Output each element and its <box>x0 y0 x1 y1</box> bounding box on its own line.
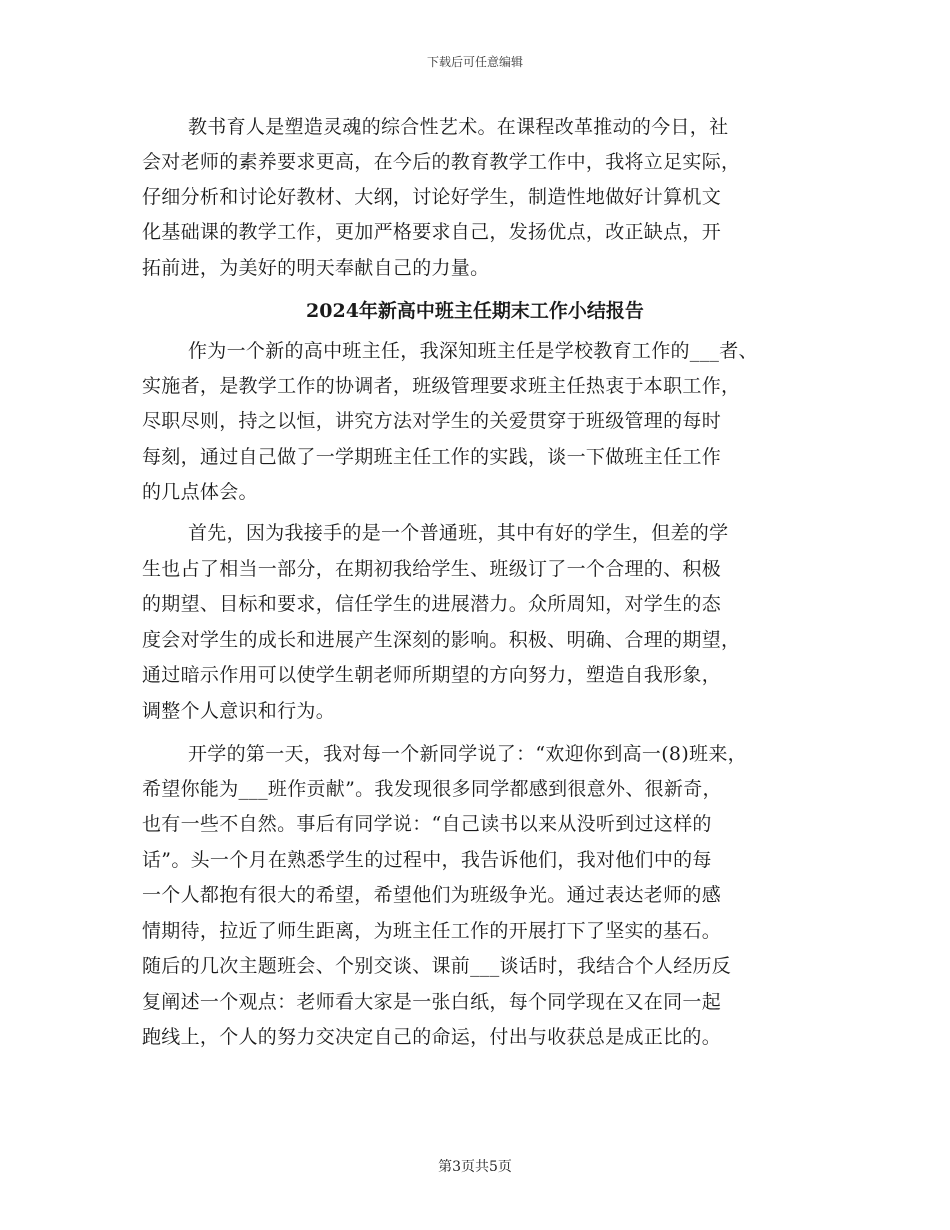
para1-line-5: 的几点体会。 <box>142 481 258 503</box>
intro-line-5: 拓前进，为美好的明天奉献自己的力量。 <box>142 257 490 279</box>
para2-line-3: 的期望、目标和要求，信任学生的进展潜力。众所周知，对学生的态 <box>142 593 722 615</box>
intro-line-1: 教书育人是塑造灵魂的综合性艺术。在课程改革推动的今日，社 <box>188 116 729 138</box>
para3-line-6: 情期待，拉近了师生距离，为班主任工作的开展打下了坚实的基石。 <box>142 920 722 942</box>
para3-line-1: 开学的第一天，我对每一个新同学说了：“欢迎你到高一(8)班来， <box>188 743 747 765</box>
para1-line-3: 尽职尽则，持之以恒，讲究方法对学生的关爱贯穿于班级管理的每时 <box>142 410 722 432</box>
intro-line-2: 会对老师的素养要求更高，在今后的教育教学工作中，我将立足实际， <box>142 151 741 173</box>
para3-line-7: 随后的几次主题班会、个别交谈、课前___谈话时，我结合个人经历反 <box>142 955 732 977</box>
para3-line-9: 跑线上，个人的努力交决定自己的命运，付出与收获总是成正比的。 <box>142 1026 722 1048</box>
para2-line-5: 通过暗示作用可以使学生朝老师所期望的方向努力，塑造自我形象， <box>142 664 722 686</box>
para2-line-2: 生也占了相当一部分，在期初我给学生、班级订了一个合理的、积极 <box>142 558 722 580</box>
para1-line-4: 每刻，通过自己做了一学期班主任工作的实践，谈一下做班主任工作 <box>142 446 722 468</box>
intro-line-4: 化基础课的教学工作，更加严格要求自己，发扬优点，改正缺点，开 <box>142 221 722 243</box>
para3-line-8: 复阐述一个观点：老师看大家是一张白纸，每个同学现在又在同一起 <box>142 991 722 1013</box>
para2-line-6: 调整个人意识和行为。 <box>142 700 336 722</box>
para3-line-2: 希望你能为___班作贡献”。我发现很多同学都感到很意外、很新奇， <box>142 778 722 800</box>
para3-line-4: 话”。头一个月在熟悉学生的过程中，我告诉他们，我对他们中的每 <box>142 849 712 871</box>
para2-line-1: 首先，因为我接手的是一个普通班，其中有好的学生，但差的学 <box>188 522 729 544</box>
intro-line-3: 仔细分析和讨论好教材、大纲，讨论好学生，制造性地做好计算机文 <box>142 186 722 208</box>
para1-line-1: 作为一个新的高中班主任，我深知班主任是学校教育工作的___者、 <box>188 340 758 362</box>
document-title: 2024年新高中班主任期末工作小结报告 <box>306 300 644 322</box>
para2-line-4: 度会对学生的成长和进展产生深刻的影响。积极、明确、合理的期望， <box>142 629 741 651</box>
page-header-note: 下载后可任意编辑 <box>426 55 523 69</box>
page-number: 第3页共5页 <box>438 1159 512 1175</box>
para3-line-5: 一个人都抱有很大的希望，希望他们为班级争光。通过表达老师的感 <box>142 884 722 906</box>
para1-line-2: 实施者，是教学工作的协调者，班级管理要求班主任热衷于本职工作， <box>142 375 741 397</box>
para3-line-3: 也有一些不自然。事后有同学说：“自己读书以来从没听到过这样的 <box>142 813 712 835</box>
